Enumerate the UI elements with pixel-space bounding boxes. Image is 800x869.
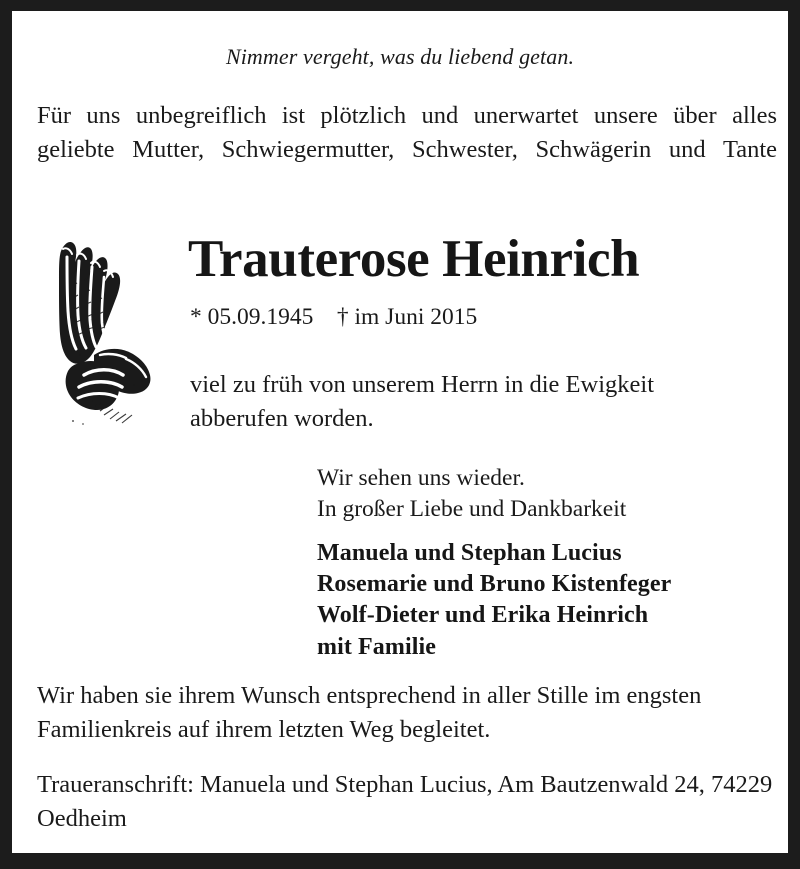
mourners-list	[317, 538, 747, 663]
farewell-block	[317, 463, 747, 663]
contact-paragraph: Traueranschrift: Manuela und Stephan Lucius, Am Bautzenwald 24, 74229 Oedheim	[37, 771, 773, 832]
motto-text: Nimmer vergeht, was du liebend getan.	[225, 44, 575, 69]
mourner-line: Manuela und Stephan Lucius	[317, 540, 622, 567]
farewell-line-1: Wir sehen uns wieder.	[317, 465, 525, 491]
deceased-name: Trauterose Heinrich	[188, 230, 640, 288]
farewell-line-2: In großer Liebe und Dankbarkeit	[317, 496, 627, 523]
closing-paragraph: Wir haben sie ihrem Wunsch entsprechend in aller Stille im engsten Familienkreis auf ihrem letzten Weg begleitet.	[37, 682, 702, 743]
passing-paragraph: viel zu früh von unserem Herrn in die Ewigkeit abberufen worden.	[190, 371, 655, 432]
intro-paragraph: Für uns unbegreiflich ist plötzlich und unerwartet unsere über alles geliebte Mutter, Schwiegermutter, Schwester, Schwägerin und Tante	[37, 102, 777, 163]
life-dates: * 05.09.1945 † im Juni 2015	[190, 304, 478, 330]
praying-hands-icon	[34, 235, 162, 435]
mourner-line: Rosemarie und Bruno Kistenfeger	[317, 571, 672, 598]
obituary-card-inner	[12, 11, 788, 853]
mourner-line: Wolf-Dieter und Erika Heinrich	[317, 602, 649, 629]
mourner-line: mit Familie	[317, 633, 437, 660]
